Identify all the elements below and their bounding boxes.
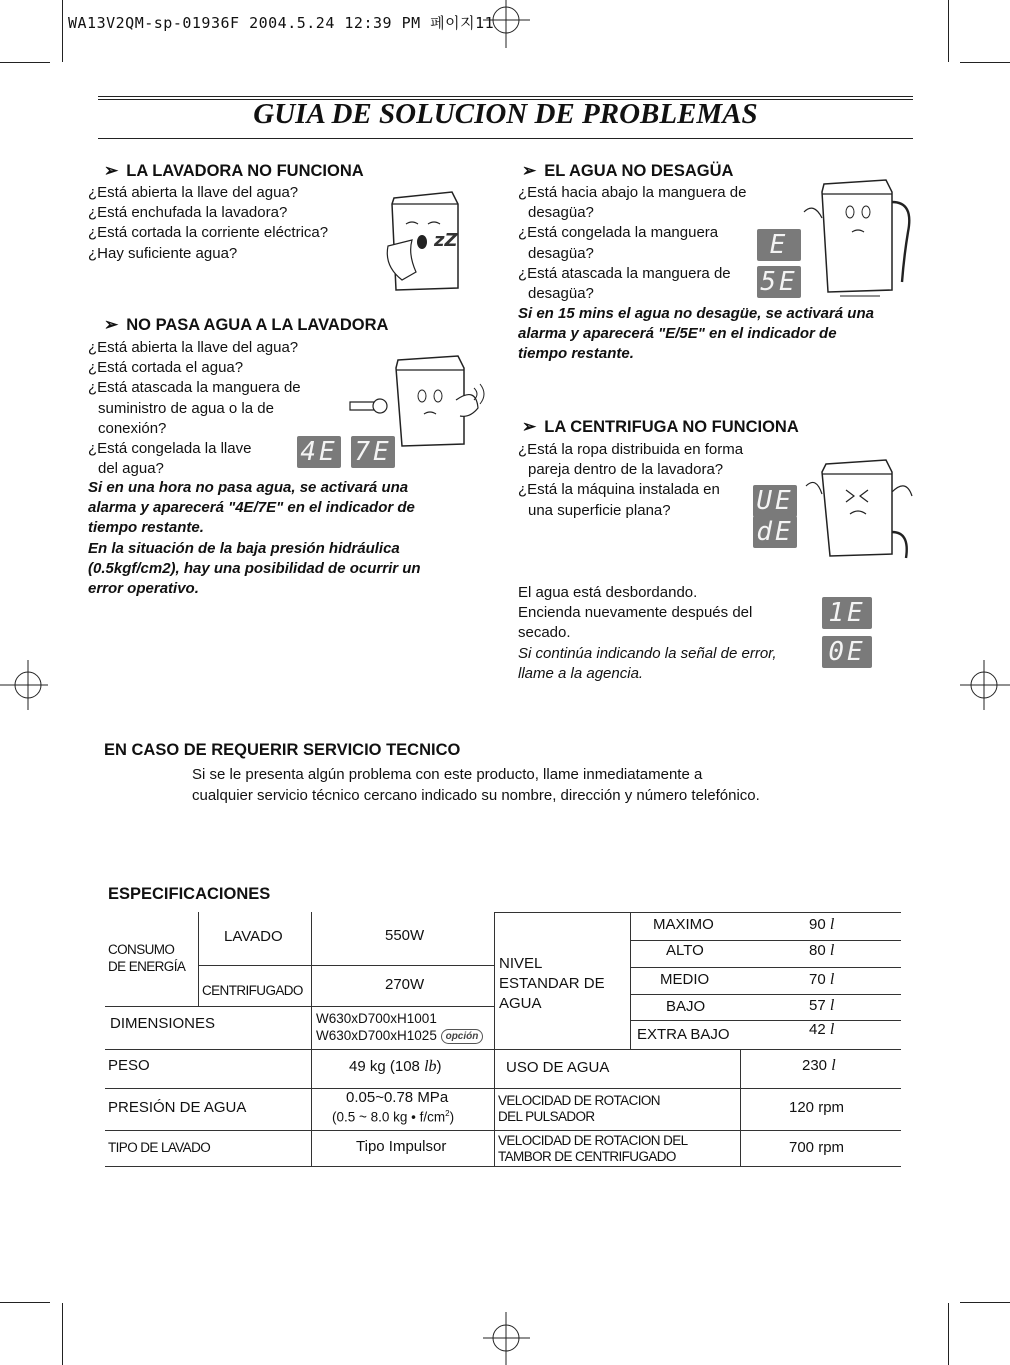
table-rule <box>630 1020 901 1021</box>
alarm-note-no-desagua: Si en 15 mins el agua no desagüe, se activará una alarma y aparecerá "E/5E" en el indicador de tiempo restante. <box>518 305 874 363</box>
print-header: WA13V2QM-sp-01936F 2004.5.24 12:39 PM 페이지11 <box>68 14 495 32</box>
peso-label: PESO <box>108 1057 150 1074</box>
table-rule <box>494 912 901 913</box>
level-label: MAXIMO <box>653 916 714 933</box>
table-rule <box>630 967 901 968</box>
error-code-display: E <box>757 229 801 261</box>
crop-mark <box>948 1303 949 1365</box>
crop-mark <box>960 1302 1010 1303</box>
table-rule <box>105 1166 901 1167</box>
table-rule <box>740 1049 741 1166</box>
arrow-icon: ➢ <box>104 315 119 334</box>
uso-agua-value: 230 l <box>802 1057 836 1074</box>
table-rule <box>494 912 495 1166</box>
crop-mark <box>960 62 1010 63</box>
crop-mark <box>62 1303 63 1365</box>
arrow-icon: ➢ <box>522 417 537 436</box>
crop-mark <box>0 62 50 63</box>
tipo-lavado-label: TIPO DE LAVADO <box>108 1140 211 1155</box>
registration-mark-right <box>958 655 1010 715</box>
error-code-display: UE <box>753 485 797 517</box>
unbalanced-washer-illustration <box>800 452 918 564</box>
level-value: 90 l <box>809 916 835 933</box>
arrow-icon: ➢ <box>104 161 119 180</box>
tipo-lavado-value: Tipo Impulsor <box>356 1138 447 1155</box>
title-rule-bottom <box>98 138 913 139</box>
presion-label: PRESIÓN DE AGUA <box>108 1099 247 1116</box>
section-text-no-pasa-agua: ¿Está abierta la llave del agua? ¿Está cortada el agua? ¿Está atascada la manguera de suministro de agua o la de conexión? ¿Está congelada la llave del agua? <box>88 339 301 478</box>
section-heading-no-funciona: ➢ LA LAVADORA NO FUNCIONA <box>104 161 364 180</box>
crop-mark <box>0 1302 50 1303</box>
service-heading: EN CASO DE REQUERIR SERVICIO TECNICO <box>104 741 461 759</box>
level-label: BAJO <box>666 998 706 1015</box>
table-rule <box>105 1049 901 1050</box>
level-value: 57 l <box>809 997 835 1014</box>
section-text-centrifuga: ¿Está la ropa distribuida en forma pareja dentro de la lavadora? ¿Está la máquina instalada en una superficie plana? <box>518 441 744 519</box>
consumo-label: CONSUMO DE ENERGÍA <box>108 942 186 974</box>
crop-mark <box>948 0 949 62</box>
table-rule <box>311 912 312 1166</box>
page-title: GUIA DE SOLUCION DE PROBLEMAS <box>253 98 758 130</box>
error-code-display: 1E <box>822 597 872 629</box>
section-heading-no-pasa-agua: ➢ NO PASA AGUA A LA LAVADORA <box>104 315 389 334</box>
clogged-drain-washer-illustration <box>800 172 918 300</box>
dimensiones-label: DIMENSIONES <box>110 1015 216 1032</box>
error-code-display: 0E <box>822 636 872 668</box>
error-code-display: 5E <box>757 266 801 298</box>
service-text: Si se le presenta algún problema con este producto, llame inmediatamente a cualquier servicio técnico cercano indicado su nombre, dirección y número telefónico. <box>192 766 760 804</box>
level-label: EXTRA BAJO <box>637 1026 730 1043</box>
error-code-display: 4E <box>297 436 341 468</box>
section-text-no-funciona: ¿Está abierta la llave del agua? ¿Está enchufada la lavadora? ¿Está cortada la corriente eléctrica? ¿Hay suficiente agua? <box>88 184 329 262</box>
pulsador-label: VELOCIDAD DE ROTACION DEL PULSADOR <box>498 1093 660 1124</box>
table-rule <box>630 994 901 995</box>
sleeping-washer-illustration <box>382 184 464 296</box>
registration-mark-left <box>0 655 50 715</box>
arrow-icon: ➢ <box>522 161 537 180</box>
dimensiones-values: W630xD700xH1001 W630xD700xH1025 opción <box>316 1010 483 1044</box>
table-rule <box>105 1088 901 1089</box>
alarm-note-no-pasa-agua: Si en una hora no pasa agua, se activará una alarma y aparecerá "4E/7E" en el indicador de tiempo restante. En la situación de la baja presión hidráulica (0.5kgf/cm2), hay una posibilidad de ocurrir un error operativo. <box>88 479 421 598</box>
registration-mark-bottom <box>478 1310 538 1365</box>
specs-heading: ESPECIFICACIONES <box>108 885 271 903</box>
crop-mark <box>62 0 63 62</box>
peso-value: 49 kg (108 lb) <box>349 1058 442 1075</box>
level-label: ALTO <box>666 942 704 959</box>
error-code-display: dE <box>753 516 797 548</box>
svg-text:zZ: zZ <box>434 230 458 251</box>
uso-agua-label: USO DE AGUA <box>506 1059 610 1076</box>
table-rule <box>630 912 631 1049</box>
section-text-desbordando: El agua está desbordando. Encienda nuevamente después del secado. Si continúa indicando la señal de error, llame a la agencia. <box>518 584 777 682</box>
table-rule <box>198 912 199 1006</box>
presion-value: 0.05~0.78 MPa <box>346 1089 449 1106</box>
section-text-no-desagua: ¿Está hacia abajo la manguera de desagüa? ¿Está congelada la manguera desagüa? ¿Está atascada la manguera de desagüa? <box>518 184 747 303</box>
table-rule <box>630 940 901 941</box>
section-heading-centrifuga: ➢ LA CENTRIFUGA NO FUNCIONA <box>522 417 799 436</box>
section-heading-no-desagua: ➢ EL AGUA NO DESAGÜA <box>522 161 734 180</box>
nivel-label: NIVEL ESTANDAR DE AGUA <box>499 955 605 1012</box>
level-value: 70 l <box>809 971 835 988</box>
tambor-label: VELOCIDAD DE ROTACION DEL TAMBOR DE CENTRIFUGADO <box>498 1133 688 1164</box>
error-code-display: 7E <box>351 436 395 468</box>
lavado-value: 550W <box>385 927 425 944</box>
pulsador-value: 120 rpm <box>789 1099 845 1116</box>
table-rule <box>105 1006 494 1007</box>
presion-value-alt: (0.5 ~ 8.0 kg • $f/cm^2$) <box>332 1109 455 1125</box>
table-rule <box>105 1130 901 1131</box>
table-rule <box>198 965 494 966</box>
level-value: 42 l <box>809 1021 835 1038</box>
title-rule-top <box>98 96 913 97</box>
centrifugado-label: CENTRIFUGADO <box>202 983 303 998</box>
centrifugado-value: 270W <box>385 976 425 993</box>
lavado-label: LAVADO <box>224 928 283 945</box>
level-label: MEDIO <box>660 971 710 988</box>
level-value: 80 l <box>809 942 835 959</box>
tambor-value: 700 rpm <box>789 1139 845 1156</box>
opcion-badge: opción <box>441 1029 484 1044</box>
